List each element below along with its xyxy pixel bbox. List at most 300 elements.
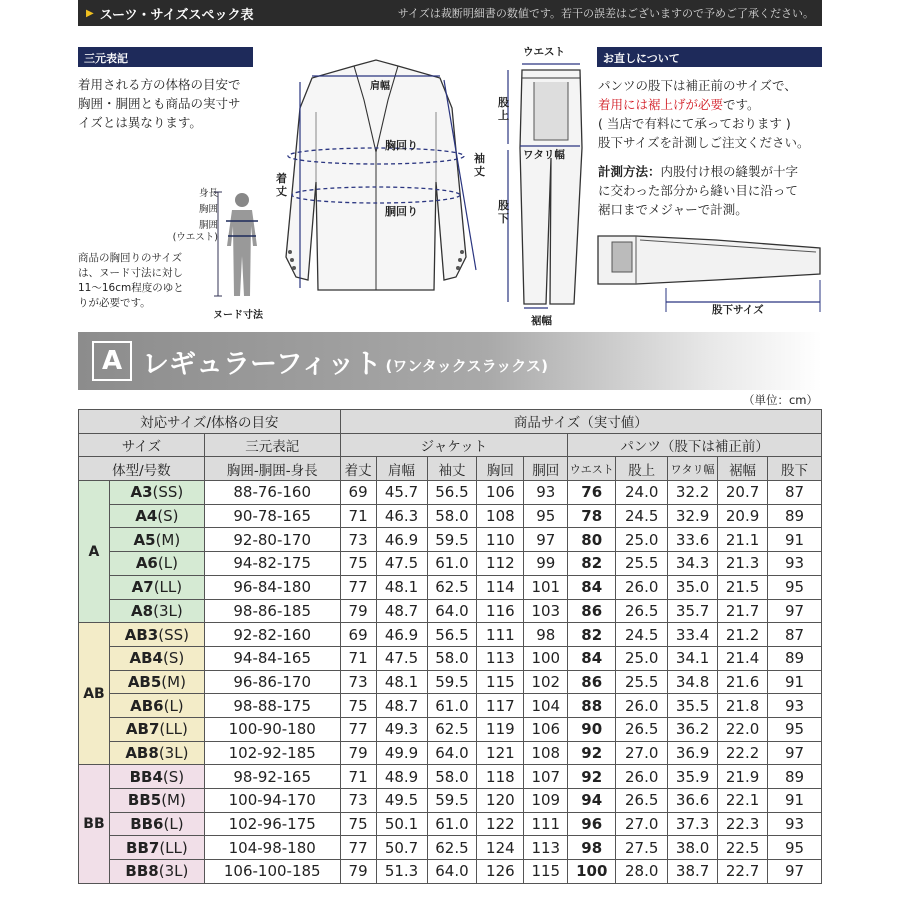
size-code: AB4 [129,649,163,668]
chest-cell: 112 [477,552,524,576]
waist-cell: 98 [524,623,568,647]
chest-note-1: 商品の胸回りのサイズ [78,252,183,264]
size-letter: (S) [163,649,185,668]
shoulder-cell: 48.1 [376,670,427,694]
hem-cell: 21.7 [718,599,768,623]
size-code: AB6 [130,696,164,715]
thigh-cell: 33.6 [668,528,718,552]
table-row [79,860,822,884]
chest-cell: 119 [477,717,524,741]
thigh-cell: 37.3 [668,812,718,836]
size-code-cell [109,812,204,836]
thigh-cell: 35.7 [668,599,718,623]
inseam-cell: 91 [768,528,822,552]
rise-cell: 27.0 [616,812,668,836]
alteration-line-3: ( 当店で有料にて承っております ) [598,116,791,131]
table-row [79,694,822,718]
header-note: サイズは裁断明細書の数値です。若干の誤差はございますので予めご了承ください。 [397,7,814,20]
rise-cell: 26.5 [616,717,668,741]
size-code: A8 [131,601,154,620]
fit-banner [78,332,822,390]
size-code: BB8 [125,862,159,881]
chest-cell: 115 [477,670,524,694]
method-text-1: 内股付け根の縫製が十字 [660,164,799,179]
chest-note-4: りが必要です。 [78,297,151,309]
waist-cell: 93 [524,481,568,505]
size-letter: (L) [157,554,178,573]
hem-cell: 20.9 [718,504,768,528]
pants-waist-cell: 98 [568,836,616,860]
size-code-cell [109,504,204,528]
size-code-cell [109,528,204,552]
sanmen-dims-cell: 98-88-175 [204,694,340,718]
size-code-cell [109,670,204,694]
waist-cell: 107 [524,765,568,789]
chest-cell: 116 [477,599,524,623]
rise-cell: 24.0 [616,481,668,505]
size-code: A4 [135,507,158,526]
waist-cell: 102 [524,670,568,694]
chest-note-2: は、ヌード寸法に対し [78,267,183,279]
sanmen-dims-cell: 102-96-175 [204,812,340,836]
body-label-waist: 胴囲 [198,220,218,231]
table-row [79,836,822,860]
sleeve-cell: 62.5 [427,575,477,599]
thigh-cell: 36.9 [668,741,718,765]
alteration-line-4: 股下サイズを計測しご注文ください。 [598,135,810,150]
inseam-cell: 93 [768,812,822,836]
waist-cell: 113 [524,836,568,860]
shoulder-cell: 48.7 [376,599,427,623]
size-code: A6 [135,554,158,573]
thigh-cell: 38.7 [668,860,718,884]
sleeve-label: 袖丈 [474,152,485,178]
pants-waist-cell: 82 [568,623,616,647]
size-letter: (L) [163,696,184,715]
size-letter: (3L) [158,862,189,881]
chest-cell: 111 [477,623,524,647]
pants-waist-cell: 80 [568,528,616,552]
size-code-cell [109,765,204,789]
length-cell: 75 [340,552,376,576]
pants-waist-cell: 86 [568,670,616,694]
col-hem: 裾幅 [718,457,768,481]
header-jacket: ジャケット [340,433,568,457]
size-letter: (S) [162,767,185,786]
inseam-cell: 87 [768,481,822,505]
inseam-size-label: 股下サイズ [712,304,764,316]
fit-letter: A [92,341,132,381]
pants-waist-cell: 94 [568,789,616,813]
size-letter: (3L) [153,601,183,620]
chest-note-3: 11〜16cm程度のゆと [78,282,184,294]
size-code: AB8 [125,743,159,762]
length-cell: 71 [340,765,376,789]
size-code: A5 [133,530,156,549]
unit-label: （単位：cm） [742,393,818,407]
method-line-3: 裾口までメジャーで計測。 [598,202,748,217]
sanmen-line-1: 着用される方の体格の目安で [78,77,241,92]
col-thigh: ワタリ幅 [668,457,718,481]
waist-cell: 97 [524,528,568,552]
pants-waist-cell: 88 [568,694,616,718]
sanmen-dims-cell: 88-76-160 [204,481,340,505]
body-label-waist-en: (ウエスト) [172,232,218,243]
waist-cell: 115 [524,860,568,884]
chest-cell: 110 [477,528,524,552]
waist-cell: 108 [524,741,568,765]
size-letter: (M) [161,791,186,810]
header-dims: 胸囲-胴囲-身長 [204,457,340,481]
table-row [79,599,822,623]
rise-cell: 26.0 [616,765,668,789]
length-cell: 71 [340,646,376,670]
pants-waist-cell: 90 [568,717,616,741]
sleeve-cell: 64.0 [427,741,477,765]
size-code: BB4 [129,767,163,786]
rise-cell: 25.0 [616,646,668,670]
method-line-2: に交わった部分から縫い目に沿って [598,183,798,198]
table-row [79,670,822,694]
inseam-label: 股下 [498,199,509,225]
sanmen-dims-cell: 92-82-160 [204,623,340,647]
inseam-cell: 87 [768,623,822,647]
method-label: 計測方法： [598,164,661,179]
pants-waist-cell: 76 [568,481,616,505]
length-label: 着丈 [276,172,287,198]
inseam-cell: 89 [768,646,822,670]
thigh-cell: 34.8 [668,670,718,694]
inseam-cell: 89 [768,504,822,528]
table-row [79,717,822,741]
inseam-cell: 97 [768,741,822,765]
size-letter: (LL) [159,838,188,857]
size-code: BB5 [127,791,162,810]
size-code-cell [109,836,204,860]
table-row [79,504,822,528]
pants-waist-cell: 84 [568,646,616,670]
thigh-cell: 35.5 [668,694,718,718]
sanmen-dims-cell: 98-86-185 [204,599,340,623]
pants-waist-cell: 86 [568,599,616,623]
body-type-group: BB [79,765,110,883]
length-cell: 75 [340,694,376,718]
chest-cell: 122 [477,812,524,836]
pants-waist-cell: 78 [568,504,616,528]
length-cell: 77 [340,717,376,741]
size-code-cell [109,599,204,623]
waist-cell: 106 [524,717,568,741]
sleeve-cell: 56.5 [427,623,477,647]
thigh-cell: 36.2 [668,717,718,741]
rise-cell: 28.0 [616,860,668,884]
shoulder-cell: 46.9 [376,623,427,647]
length-cell: 77 [340,836,376,860]
table-header-row-2 [79,433,822,457]
alteration-line-2 [598,95,810,114]
size-code-cell [109,646,204,670]
col-sleeve: 袖丈 [427,457,477,481]
chest-cell: 117 [477,694,524,718]
size-code-cell [109,789,204,813]
hem-cell: 21.1 [718,528,768,552]
waist-cell: 99 [524,552,568,576]
size-spec-table [78,409,822,884]
size-code: AB5 [127,672,162,691]
size-letter: (M) [161,672,186,691]
fit-name: レギュラーフィット [142,348,382,380]
sleeve-cell: 59.5 [427,789,477,813]
size-letter: (L) [163,815,184,834]
sleeve-cell: 61.0 [427,694,477,718]
sleeve-cell: 62.5 [427,717,477,741]
table-row [79,765,822,789]
size-letter: (S) [157,507,179,526]
sanmen-line-2: 胸囲・胴囲とも商品の実寸サ [78,96,241,111]
shoulder-cell: 48.7 [376,694,427,718]
hem-cell: 21.3 [718,552,768,576]
length-cell: 79 [340,860,376,884]
pants-waist-cell: 100 [568,860,616,884]
thigh-cell: 35.9 [668,765,718,789]
pants-waist-cell: 82 [568,552,616,576]
inseam-cell: 97 [768,599,822,623]
rise-cell: 24.5 [616,623,668,647]
table-header-row-1 [79,410,822,434]
header-type: 体型/号数 [79,457,205,481]
sleeve-cell: 59.5 [427,670,477,694]
chest-cell: 120 [477,789,524,813]
waist-cell: 109 [524,789,568,813]
header-pants: パンツ（股下は補正前） [568,433,822,457]
sanmen-text [78,75,241,132]
sanmen-dims-cell: 106-100-185 [204,860,340,884]
inseam-cell: 95 [768,717,822,741]
shoulder-cell: 47.5 [376,646,427,670]
header-title: スーツ・サイズスペック表 [99,7,254,23]
rise-cell: 26.5 [616,789,668,813]
sanmen-line-3: イズとは異なります。 [78,115,202,130]
waist-cell: 95 [524,504,568,528]
table-row [79,481,822,505]
size-letter: (SS) [158,625,189,644]
sanmen-dims-cell: 96-86-170 [204,670,340,694]
hem-cell: 21.2 [718,623,768,647]
col-shoulder: 肩幅 [376,457,427,481]
header-product-size: 商品サイズ（実寸値） [340,410,821,434]
shoulder-cell: 49.5 [376,789,427,813]
size-code: A3 [130,483,153,502]
size-code: A7 [131,578,154,597]
sanmen-dims-cell: 102-92-185 [204,741,340,765]
thigh-cell: 34.3 [668,552,718,576]
table-row [79,552,822,576]
rise-cell: 25.5 [616,670,668,694]
waist-label: 胴回り [385,205,418,218]
size-code: AB3 [124,625,159,644]
length-cell: 73 [340,528,376,552]
thigh-cell: 38.0 [668,836,718,860]
shoulder-cell: 46.3 [376,504,427,528]
header-sanmen: 三元表記 [204,433,340,457]
sleeve-cell: 62.5 [427,836,477,860]
chest-cell: 114 [477,575,524,599]
alteration-text [598,76,810,219]
sanmen-dims-cell: 98-92-165 [204,765,340,789]
size-letter: (LL) [153,578,183,597]
header-size-guide: 対応サイズ/体格の目安 [79,410,341,434]
shoulder-cell: 50.1 [376,812,427,836]
sleeve-cell: 58.0 [427,504,477,528]
waist-cell: 100 [524,646,568,670]
shoulder-cell: 45.7 [376,481,427,505]
size-code: BB7 [126,838,160,857]
waist-cell: 101 [524,575,568,599]
size-code-cell [109,552,204,576]
inseam-cell: 93 [768,694,822,718]
sleeve-cell: 58.0 [427,646,477,670]
body-label-height: 身長 [198,188,218,199]
length-cell: 73 [340,789,376,813]
alteration-line-1: パンツの股下は補正前のサイズで、 [598,78,797,93]
alteration-line-2-rest: です。 [723,97,760,112]
hem-cell: 21.6 [718,670,768,694]
table-header-row-3 [79,457,822,481]
sleeve-cell: 64.0 [427,860,477,884]
size-letter: (LL) [159,720,188,739]
rise-cell: 27.0 [616,741,668,765]
hem-cell: 21.4 [718,646,768,670]
shoulder-cell: 46.9 [376,528,427,552]
pants-waist-cell: 92 [568,741,616,765]
thigh-cell: 36.6 [668,789,718,813]
nude-label: ヌード寸法 [213,310,263,321]
chest-label: 胸回り [385,139,418,152]
hem-cell: 20.7 [718,481,768,505]
rise-cell: 26.0 [616,694,668,718]
length-cell: 79 [340,599,376,623]
size-code: BB6 [130,815,164,834]
chest-cell: 124 [477,836,524,860]
size-code-cell [109,623,204,647]
rise-cell: 26.5 [616,599,668,623]
hem-label: 裾幅 [531,315,552,327]
shoulder-cell: 50.7 [376,836,427,860]
inseam-cell: 89 [768,765,822,789]
pants-waist-cell: 92 [568,765,616,789]
shoulder-cell: 48.1 [376,575,427,599]
table-row [79,575,822,599]
triangle-bullet-icon: ▶ [86,7,94,19]
chest-cell: 126 [477,860,524,884]
col-chest: 胸回 [477,457,524,481]
hem-cell: 21.5 [718,575,768,599]
sanmen-dims-cell: 90-78-165 [204,504,340,528]
body-type-group: A [79,481,110,623]
inseam-cell: 93 [768,552,822,576]
header-bar [78,0,822,26]
inseam-cell: 95 [768,575,822,599]
rise-label: 股上 [498,96,509,122]
thigh-label: ワタリ幅 [523,149,565,161]
col-inseam: 股下 [768,457,822,481]
sleeve-cell: 59.5 [427,528,477,552]
length-cell: 79 [340,741,376,765]
sanmen-dims-cell: 94-82-175 [204,552,340,576]
thigh-cell: 35.0 [668,575,718,599]
sanmen-label: 三元表記 [78,47,253,67]
length-cell: 77 [340,575,376,599]
thigh-cell: 33.4 [668,623,718,647]
sleeve-cell: 61.0 [427,552,477,576]
length-cell: 73 [340,670,376,694]
hem-cell: 21.8 [718,694,768,718]
shoulder-cell: 48.9 [376,765,427,789]
inseam-cell: 97 [768,860,822,884]
rise-cell: 25.5 [616,552,668,576]
size-letter: (M) [155,530,181,549]
pants-diagram [496,58,596,320]
length-cell: 71 [340,504,376,528]
hem-cell: 22.3 [718,812,768,836]
chest-cell: 113 [477,646,524,670]
rise-cell: 27.5 [616,836,668,860]
sleeve-cell: 61.0 [427,812,477,836]
size-code-cell [109,575,204,599]
shoulder-cell: 49.3 [376,717,427,741]
shoulder-cell: 51.3 [376,860,427,884]
length-cell: 69 [340,481,376,505]
table-row [79,741,822,765]
waist-cell: 103 [524,599,568,623]
waist-cell: 104 [524,694,568,718]
sanmen-dims-cell: 94-84-165 [204,646,340,670]
chest-note [78,251,184,311]
body-label-chest: 胸囲 [198,204,218,215]
length-cell: 75 [340,812,376,836]
col-length: 着丈 [340,457,376,481]
inseam-cell: 91 [768,670,822,694]
size-code-cell [109,694,204,718]
thigh-cell: 32.9 [668,504,718,528]
method-line-1 [598,162,810,181]
chest-cell: 118 [477,765,524,789]
hem-cell: 22.7 [718,860,768,884]
pants-waist-label: ウエスト [523,46,565,58]
shoulder-label: 肩幅 [370,81,390,92]
size-code-cell [109,481,204,505]
table-row [79,528,822,552]
nude-body-figure [210,186,270,304]
rise-cell: 24.5 [616,504,668,528]
pants-waist-cell: 84 [568,575,616,599]
col-rise: 股上 [616,457,668,481]
waist-cell: 111 [524,812,568,836]
header-size: サイズ [79,433,205,457]
hem-cell: 22.1 [718,789,768,813]
chest-cell: 106 [477,481,524,505]
shoulder-cell: 47.5 [376,552,427,576]
alteration-hem-required: 着用には裾上げが必要 [598,97,724,112]
alteration-label: お直しについて [597,47,822,67]
inseam-cell: 91 [768,789,822,813]
col-waist: 胴回 [524,457,568,481]
size-letter: (3L) [158,743,189,762]
chest-cell: 121 [477,741,524,765]
rise-cell: 25.0 [616,528,668,552]
sanmen-dims-cell: 96-84-180 [204,575,340,599]
table-row [79,646,822,670]
